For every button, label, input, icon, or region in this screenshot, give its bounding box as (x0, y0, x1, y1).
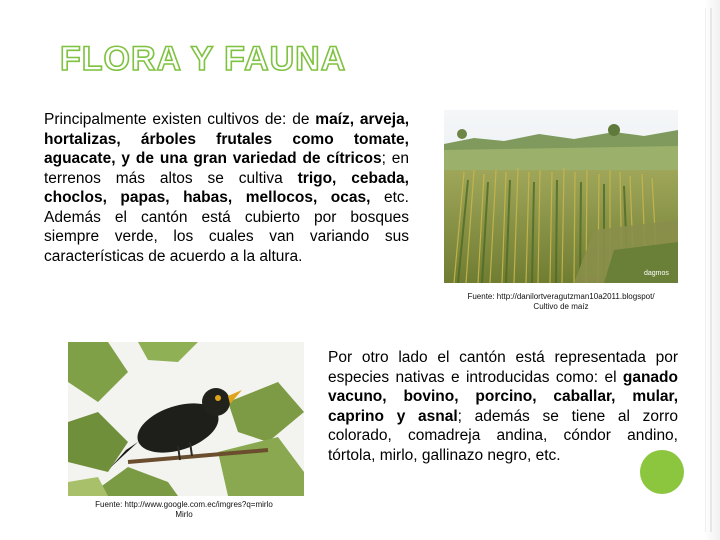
paragraph1-run: Principalmente existen cultivos de: de (44, 111, 316, 128)
bird-photo-caption (64, 500, 304, 520)
flora-paragraph (44, 110, 409, 266)
slide-right-border (704, 0, 720, 540)
fauna-paragraph (328, 348, 678, 465)
paragraph1-run: maíz, arveja, hortalizas, árboles frutales como tomate, aguacate, y de una gran variedad de cítricos (44, 111, 410, 167)
slide-title: FLORA Y FAUNA (60, 40, 347, 78)
corn-caption-label: Cultivo de maíz (533, 302, 589, 311)
corn-caption-source: Fuente: http://danilortveragutzman10a2011.blogspot/ (467, 292, 655, 301)
slide-border-line (710, 8, 712, 532)
corn-photo-caption (436, 292, 686, 312)
corn-field-photo (444, 110, 678, 283)
decorative-green-circle (640, 450, 684, 494)
paragraph2-run: ganado vacuno, bovino, porcino, caballar, mular, caprino y asnal (328, 368, 678, 425)
paragraph1-run: trigo, cebada, choclos, papas, habas, mellocos, ocas, (44, 169, 409, 206)
blackbird-photo (68, 342, 304, 496)
slide-border-line-inner (705, 8, 706, 532)
bird-caption-label: Mirlo (175, 510, 193, 519)
bird-caption-source: Fuente: http://www.google.com.ec/imgres?q=mirlo (95, 500, 273, 509)
paragraph1-run: ; en terrenos más altos se cultiva (44, 150, 409, 187)
svg-text:dagmos: dagmos (644, 270, 669, 277)
paragraph2-run: ; además se tiene al zorro colorado, comadreja andina, cóndor andino, tórtola, mirlo, gallinazo negro, etc. (328, 407, 678, 464)
paragraph2-run: Por otro lado el cantón está representada por especies nativas e introducidas como: el (328, 349, 678, 386)
paragraph1-run: etc. Además el cantón está cubierto por bosques siempre verde, los cuales van variando sus características de acuerdo a la altura. (44, 189, 409, 265)
